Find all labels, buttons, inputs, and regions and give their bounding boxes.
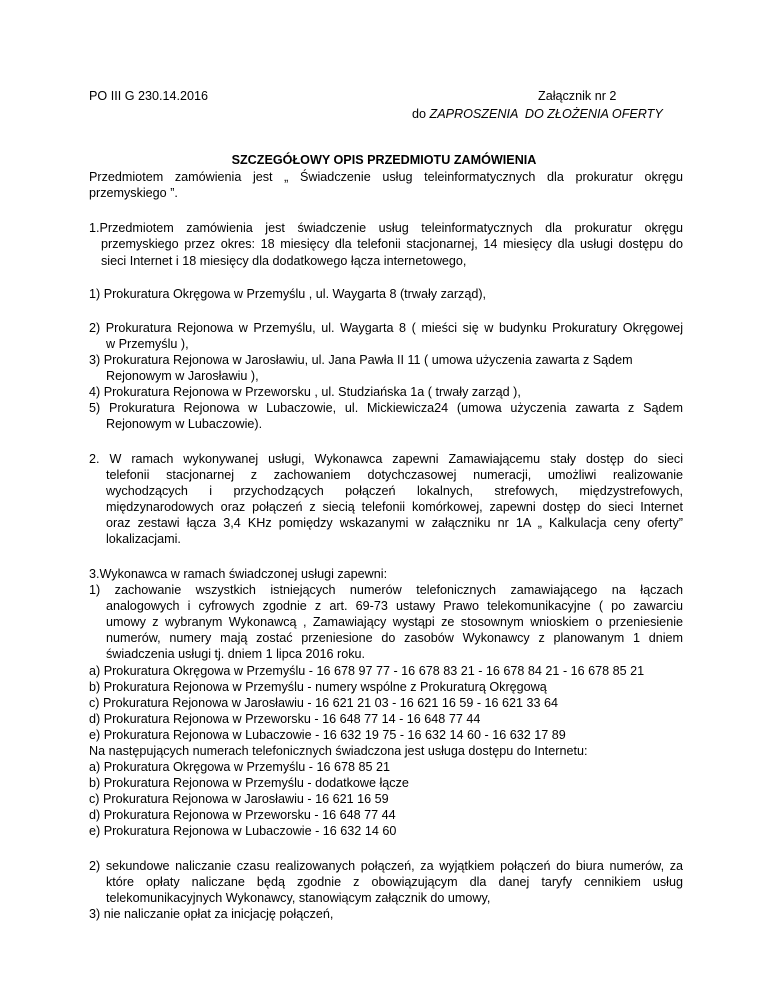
section1-line-1: 1.Przedmiotem zamówienia jest świadczenie usług teleinformatycznych dla prokuratur okręgu <box>89 221 683 235</box>
reference-number: PO III G 230.14.2016 <box>89 89 209 103</box>
location-5-cont: Rejonowym w Lubaczowie). <box>106 417 263 431</box>
intro-line-2: przemyskiego ”. <box>89 186 178 200</box>
internet-row-c: c) Prokuratura Rejonowa w Jarosławiu - 16 621 16 59 <box>89 792 389 806</box>
section1-line-2: przemyskiego przez okres: 18 miesięcy dla telefonii stacjonarnej, 14 miesięcy dla usługi dostępu do <box>101 237 683 251</box>
phone-row-d: d) Prokuratura Rejonowa w Przeworsku - 16 648 77 14 - 16 648 77 44 <box>89 712 481 726</box>
attachment-prefix: do <box>412 107 430 121</box>
location-3-cont: Rejonowym w Jarosławiu ), <box>106 369 259 383</box>
section2-line-6: lokalizacjami. <box>106 532 181 546</box>
internet-intro: Na następujących numerach telefonicznych świadczona jest usługa dostępu do Internetu: <box>89 744 588 758</box>
section2-line-2: telefonii stacjonarnej z zachowaniem dotychczasowej numeracji, umożliwi realizowanie <box>106 468 683 482</box>
phone-row-b: b) Prokuratura Rejonowa w Przemyślu - numery wspólne z Prokuraturą Okręgową <box>89 680 547 694</box>
section3-item1-line-4: numerów, numery mają zostać przeniesione do zasobów Wykonawcy z planowanym 1 dniem <box>106 631 683 645</box>
phone-row-a: a) Prokuratura Okręgowa w Przemyślu - 16 678 97 77 - 16 678 83 21 - 16 678 84 21 - 16 678 85 21 <box>89 664 645 678</box>
section3-item1-line-1: 1) zachowanie wszystkich istniejących numerów telefonicznych zamawiającego na łączach <box>89 583 683 597</box>
section2-line-1: 2. W ramach wykonywanej usługi, Wykonawca zapewni Zamawiającemu stały dostęp do sieci <box>89 452 683 466</box>
phone-row-c: c) Prokuratura Rejonowa w Jarosławiu - 16 621 21 03 - 16 621 16 59 - 16 621 33 64 <box>89 696 559 710</box>
section2-line-3: wychodzących i przychodzących połączeń lokalnych, strefowych, międzystrefowych, <box>106 484 683 498</box>
section3-item3: 3) nie naliczanie opłat za inicjację połączeń, <box>89 907 334 921</box>
section3-item1-line-5: świadczenia usługi tj. dniem 1 lipca 2016 roku. <box>106 647 366 661</box>
section3-item2-line-3: telekomunikacyjnych Wykonawcy, stanowiącym załącznik do umowy, <box>106 891 491 905</box>
location-1: 1) Prokuratura Okręgowa w Przemyślu , ul. Waygarta 8 (trwały zarząd), <box>89 287 487 301</box>
location-2-cont: w Przemyślu ), <box>106 337 189 351</box>
attachment-label: Załącznik nr 2 <box>538 89 617 103</box>
section3-item1-line-3: umowy z wybranym Wykonawcą , Zamawiający wystąpi ze stosownym wnioskiem o przeniesienie <box>106 615 683 629</box>
location-2: 2) Prokuratura Rejonowa w Przemyślu, ul. Waygarta 8 ( mieści się w budynku Prokuratury Okręgowej <box>89 321 683 335</box>
section3-intro: 3.Wykonawca w ramach świadczonej usługi zapewni: <box>89 567 388 581</box>
internet-row-b: b) Prokuratura Rejonowa w Przemyślu - dodatkowe łącze <box>89 776 409 790</box>
location-3: 3) Prokuratura Rejonowa w Jarosławiu, ul. Jana Pawła II 11 ( umowa użyczenia zawarta z Sądem <box>89 353 633 367</box>
section1-line-3: sieci Internet i 18 miesięcy dla dodatkowego łącza internetowego, <box>101 254 467 268</box>
section2-line-5: oraz zestawi łącza 3,4 KHz pomiędzy wskazanymi w załączniku nr 1A „ Kalkulacja ceny oferty” <box>106 516 683 530</box>
internet-row-d: d) Prokuratura Rejonowa w Przeworsku - 16 648 77 44 <box>89 808 396 822</box>
section3-item1-line-2: analogowych i cyfrowych zgodnie z art. 69-73 ustawy Prawo telekomunikacyjne ( po zawarciu <box>106 599 683 613</box>
phone-row-e: e) Prokuratura Rejonowa w Lubaczowie - 16 632 19 75 - 16 632 14 60 - 16 632 17 89 <box>89 728 566 742</box>
attachment-italic: ZAPROSZENIA DO ZŁOŻENIA OFERTY <box>429 107 663 121</box>
document-title: SZCZEGÓŁOWY OPIS PRZEDMIOTU ZAMÓWIENIA <box>231 153 537 167</box>
internet-row-a: a) Prokuratura Okręgowa w Przemyślu - 16 678 85 21 <box>89 760 390 774</box>
location-4: 4) Prokuratura Rejonowa w Przeworsku , ul. Studziańska 1a ( trwały zarząd ), <box>89 385 521 399</box>
intro-line-1: Przedmiotem zamówienia jest „ Świadczenie usług teleinformatycznych dla prokuratur okręgu <box>89 170 683 184</box>
section3-item2-line-2: które opłaty naliczane będą zgodnie z obowiązującym dla danej taryfy cennikiem usług <box>106 875 683 889</box>
attachment-subtitle <box>412 106 663 122</box>
internet-row-e: e) Prokuratura Rejonowa w Lubaczowie - 16 632 14 60 <box>89 824 397 838</box>
section2-line-4: międzynarodowych oraz połączeń z siecią telefonii komórkowej, zapewni dostęp do sieci Internet <box>106 500 683 514</box>
location-5: 5) Prokuratura Rejonowa w Lubaczowie, ul. Mickiewicza24 (umowa użyczenia zawarta z Sądem <box>89 401 683 415</box>
section3-item2-line-1: 2) sekundowe naliczanie czasu realizowanych połączeń, za wyjątkiem połączeń do biura numerów, za <box>89 859 683 873</box>
